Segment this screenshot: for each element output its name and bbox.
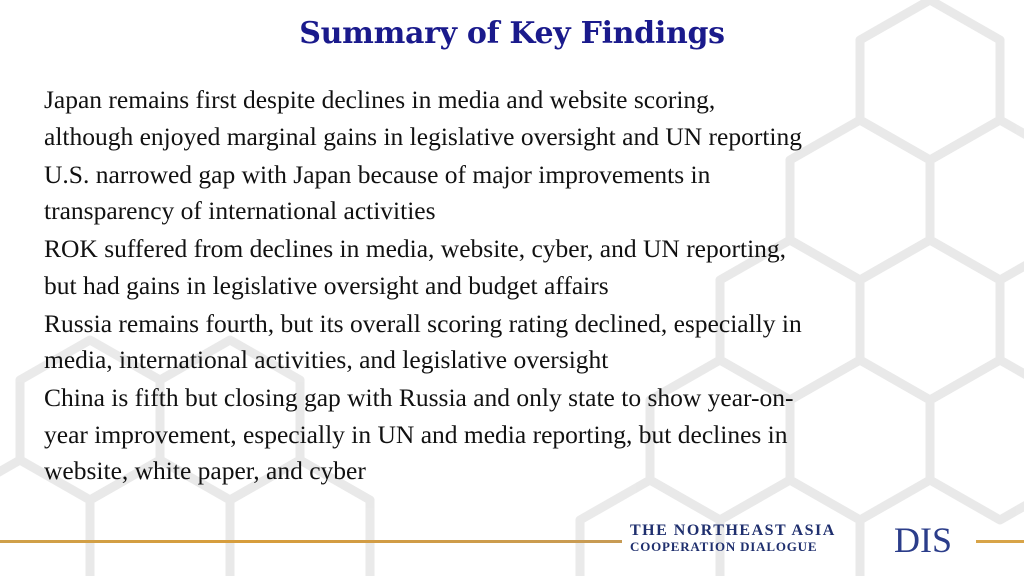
finding-russia (44, 306, 994, 379)
finding-line: although enjoyed marginal gains in legislative oversight and UN reporting (44, 121, 802, 151)
findings-list (44, 82, 994, 491)
finding-us (44, 157, 994, 230)
finding-japan (44, 82, 994, 155)
finding-line: year improvement, especially in UN and media reporting, but declines in (44, 419, 788, 449)
finding-line: Russia remains fourth, but its overall scoring rating declined, especially in (44, 308, 802, 338)
finding-line: media, international activities, and legislative oversight (44, 345, 609, 374)
slide-title: Summary of Key Findings (299, 16, 725, 51)
footer-divider-left (0, 540, 622, 543)
footer-logo (630, 522, 975, 558)
finding-line: website, white paper, and cyber (44, 456, 366, 485)
finding-line: but had gains in legislative oversight and budget affairs (44, 270, 609, 300)
finding-line: U.S. narrowed gap with Japan because of major improvements in (44, 159, 711, 189)
logo-org-name-line2: COOPERATION DIALOGUE (630, 539, 818, 554)
finding-line: ROK suffered from declines in media, website, cyber, and UN reporting, (44, 234, 787, 263)
logo-org-name-line1: THE NORTHEAST ASIA (630, 522, 836, 539)
finding-line: China is fifth but closing gap with Russia and only state to show year-on- (44, 383, 794, 412)
finding-line: transparency of international activities (44, 196, 436, 225)
finding-line: Japan remains first despite declines in media and website scoring, (44, 85, 716, 114)
logo-mark: DIS (894, 520, 953, 560)
finding-china (44, 380, 994, 490)
finding-rok (44, 231, 994, 304)
footer-divider-right (976, 540, 1024, 543)
